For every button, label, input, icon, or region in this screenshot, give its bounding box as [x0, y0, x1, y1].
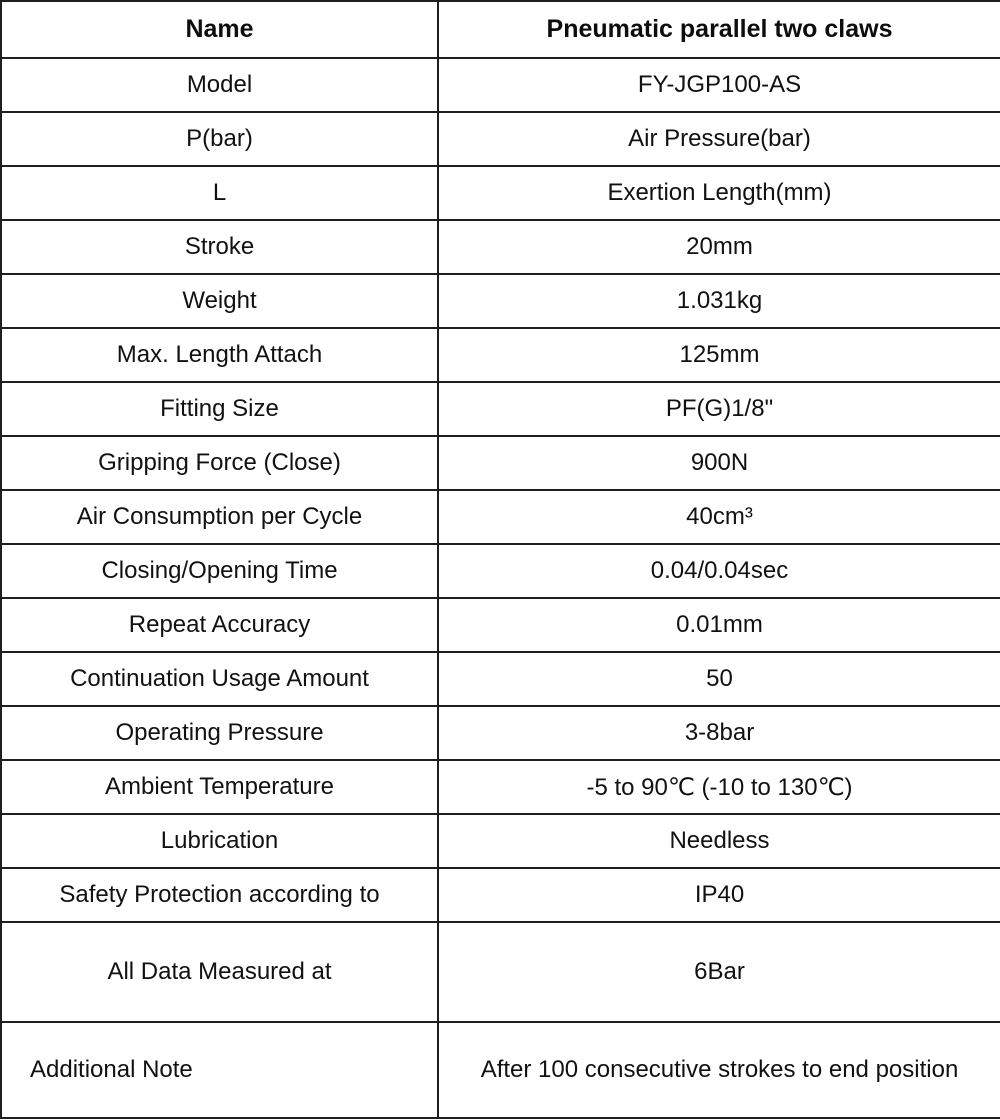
spec-table-body [1, 58, 1000, 1118]
header-row [1, 1, 1000, 58]
spec-value-cell: 0.01mm [438, 598, 1000, 652]
spec-row [1, 598, 1000, 652]
spec-value-cell: 20mm [438, 220, 1000, 274]
spec-label-cell: Continuation Usage Amount [1, 652, 438, 706]
spec-value-cell: 6Bar [438, 922, 1000, 1022]
spec-value-cell: 1.031kg [438, 274, 1000, 328]
spec-label-cell: Repeat Accuracy [1, 598, 438, 652]
spec-row [1, 652, 1000, 706]
spec-row [1, 382, 1000, 436]
spec-label-cell: Ambient Temperature [1, 760, 438, 814]
spec-label-cell: Fitting Size [1, 382, 438, 436]
spec-label-cell: Model [1, 58, 438, 112]
spec-row [1, 490, 1000, 544]
spec-value-cell: 3-8bar [438, 706, 1000, 760]
spec-label-cell: Max. Length Attach [1, 328, 438, 382]
spec-label-cell: Lubrication [1, 814, 438, 868]
spec-label-cell: All Data Measured at [1, 922, 438, 1022]
spec-row [1, 166, 1000, 220]
spec-row [1, 112, 1000, 166]
spec-label-cell: Safety Protection according to [1, 868, 438, 922]
spec-label-cell: P(bar) [1, 112, 438, 166]
spec-value-cell: After 100 consecutive strokes to end position [438, 1022, 1000, 1118]
spec-label-cell: L [1, 166, 438, 220]
spec-label-cell: Air Consumption per Cycle [1, 490, 438, 544]
spec-value-cell: PF(G)1/8" [438, 382, 1000, 436]
spec-value-cell: Needless [438, 814, 1000, 868]
spec-label-cell: Operating Pressure [1, 706, 438, 760]
spec-value-cell: -5 to 90℃ (-10 to 130℃) [438, 760, 1000, 814]
spec-row [1, 868, 1000, 922]
spec-row [1, 436, 1000, 490]
spec-label-cell: Weight [1, 274, 438, 328]
spec-value-cell: FY-JGP100-AS [438, 58, 1000, 112]
spec-row [1, 706, 1000, 760]
spec-row [1, 220, 1000, 274]
spec-value-cell: 50 [438, 652, 1000, 706]
header-product-cell: Pneumatic parallel two claws [438, 1, 1000, 58]
spec-row [1, 58, 1000, 112]
spec-value-cell: Air Pressure(bar) [438, 112, 1000, 166]
spec-label-cell: Stroke [1, 220, 438, 274]
spec-label-cell: Additional Note [1, 1022, 438, 1118]
spec-value-cell: 900N [438, 436, 1000, 490]
spec-row [1, 760, 1000, 814]
spec-label-cell: Closing/Opening Time [1, 544, 438, 598]
spec-table-header [1, 1, 1000, 58]
spec-label-cell: Gripping Force (Close) [1, 436, 438, 490]
spec-row [1, 328, 1000, 382]
header-name-cell: Name [1, 1, 438, 58]
spec-value-cell: 40cm³ [438, 490, 1000, 544]
spec-value-cell: 125mm [438, 328, 1000, 382]
spec-value-cell: 0.04/0.04sec [438, 544, 1000, 598]
spec-row [1, 1022, 1000, 1118]
spec-row [1, 544, 1000, 598]
spec-row [1, 922, 1000, 1022]
spec-value-cell: Exertion Length(mm) [438, 166, 1000, 220]
spec-row [1, 274, 1000, 328]
spec-row [1, 814, 1000, 868]
spec-value-cell: IP40 [438, 868, 1000, 922]
